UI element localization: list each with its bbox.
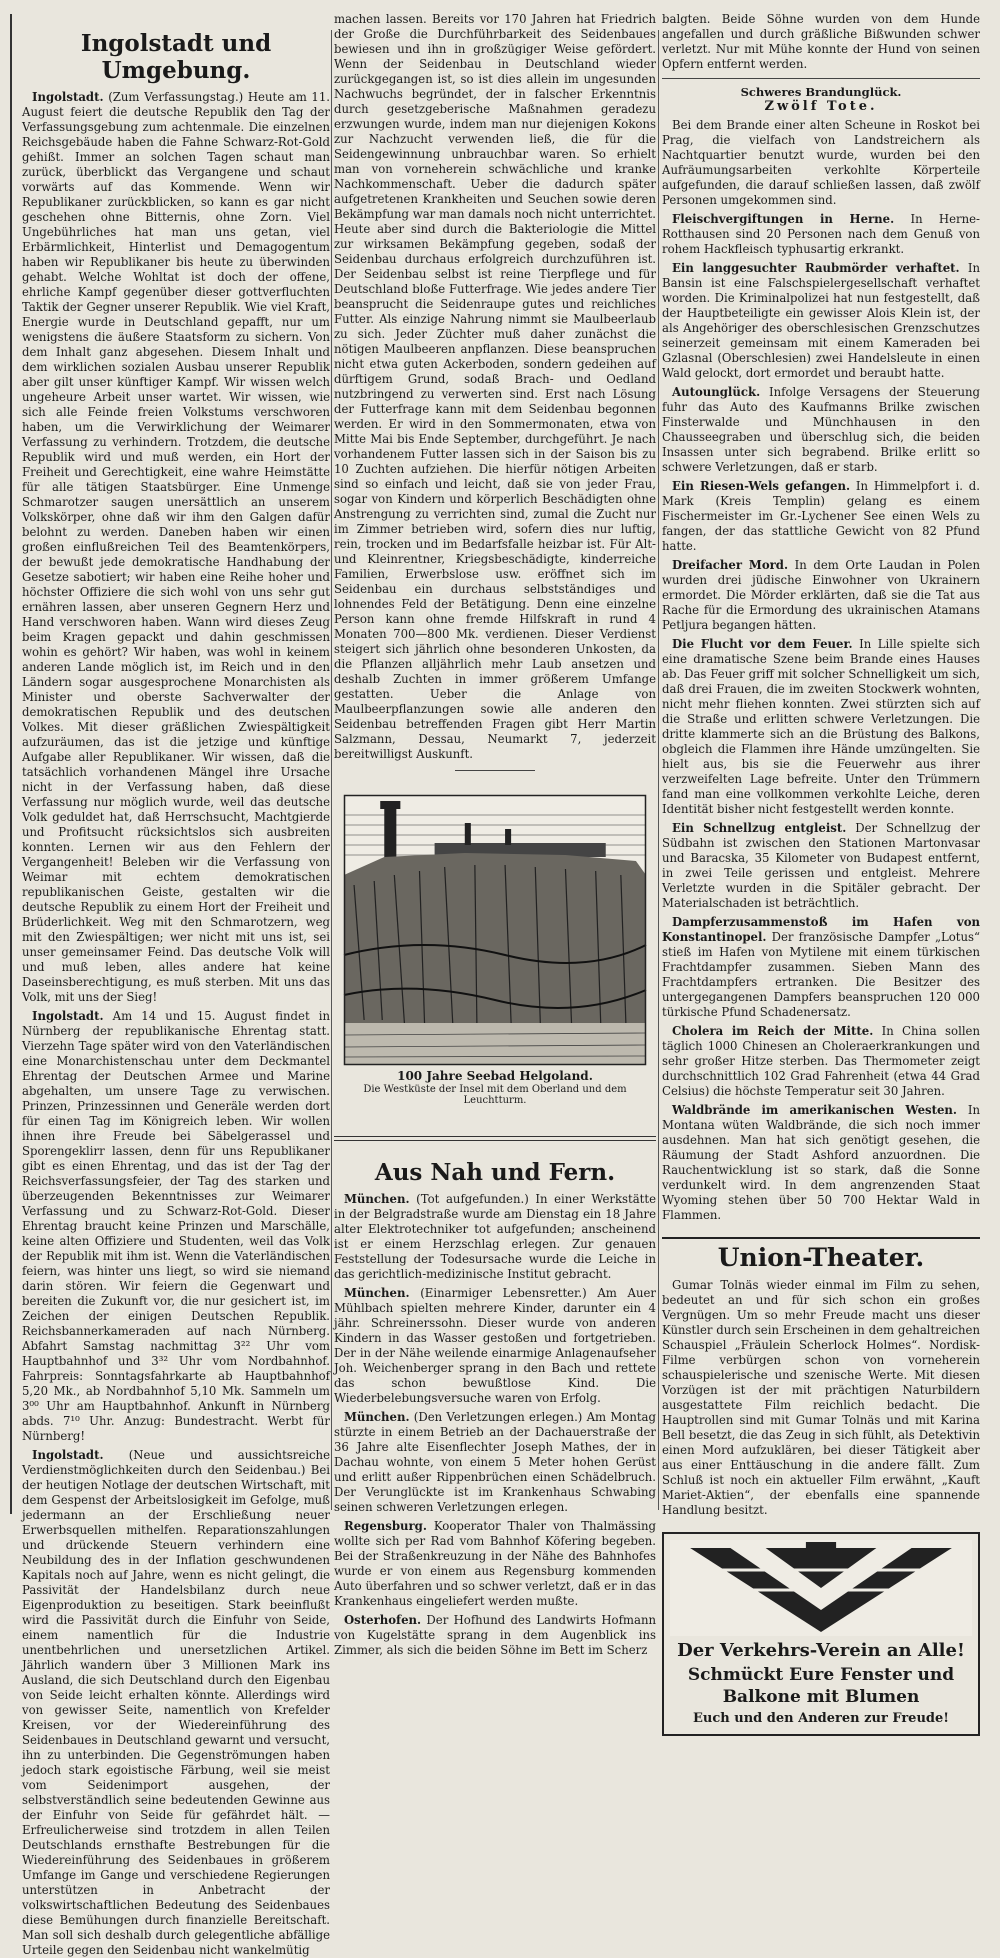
- dateline: Waldbrände im amerikanischen Westen.: [672, 1103, 957, 1117]
- article-seidenbau: Ingolstadt. (Neue und aussichtsreiche Verdienstmöglichkeiten durch den Seidenbau.) Bei der heutigen Notlage der deutschen Wirtschaft, mit dem Gespenst der Arbeitslosigkeit im Gefolge, muß jedermann an der Erschließung neuer Erwerbsquellen mithelfen. Reparationszahlungen und drückende Steuern verhindern eine Neubildung des in der Inflation geschwundenen Kapitals noch auf Jahre, wenn es nicht gelingt, die Passivität der Handelsbilanz durch neue Eigenproduktion zu beseitigen. Stark beeinflußt wird die Passivität durch die Einfuhr von Seide, einem namentlich für die Industrie unentbehrlichen und unersetzlichen Artikel. Jährlich wandern über 3 Millionen Mark ins Ausland, die sich Deutschland durch den Eigenbau von Seide leicht erhalten könnte. Allerdings wird von gewisser Seite, namentlich von Krefelder Kreisen, vor der Wiedereinführung des Seidenbaues in Deutschland gewarnt und versucht, ihn zu unterbinden. Die Gegenströmungen haben jedoch stark egoistische Färbung, weil sie meist vom Seidenimport ausgehen, der selbstverständlich seine bedeutenden Gewinne aus der Einfuhr von Seide für gefährdet hält. — Erfreulicherweise sind trotzdem in allen Teilen Deutschlands ernsthafte Bestrebungen für die Wiedereinführung des Seidenbaues in größerem Umfange im Gange und verschiedene Regierungen unterstützen in Anbetracht der volkswirtschaftlichen Bedeutung des Seidenbaues diese Bemühungen durch finanzielle Bereitschaft. Man soll sich deshalb durch gelegentliche abfällige Urteile gegen den Seidenbau nicht wankelmütig: [22, 1448, 330, 1957]
- dateline: Dampferzusammenstoß im Hafen von Konstantinopel.: [662, 915, 980, 944]
- news-item: Cholera im Reich der Mitte. In China sollen täglich 1000 Chinesen an Choleraerkrankungen und sehr großer Hitze sterben. Das Thermometer zeigt durchschnittlich 102 Grad Fahrenheit (etwa 44 Grad Celsius) die höchste Temperatur seit 30 Jahren.: [662, 1024, 980, 1098]
- news-item: Ein Schnellzug entgleist. Der Schnellzug der Südbahn ist zwischen den Stationen Martonvasar und Baracska, 35 Kilometer von Budapest entfernt, in zwei Teile gerissen und entgleist. Mehrere Verletzte wurden in die Spitäler gebracht. Der Materialschaden ist beträchtlich.: [662, 821, 980, 910]
- news-item: Die Flucht vor dem Feuer. In Lille spielte sich eine dramatische Szene beim Brande eines Hauses ab. Das Feuer griff mit solcher Schnelligkeit um sich, daß drei Frauen, die im zweiten Stockwerk wohnten, nicht mehr fliehen konnten. Zwei stürzten sich auf die Straße und erlitten schwere Verletzungen. Die dritte klammerte sich an die Brüstung des Balkons, obgleich die Flammen ihre Hände umzüngelten. Sie hielt aus, bis sie die Feuerwehr aus ihrer verzweifelten Lage befreite. Unter den Trümmern fand man eine vollkommen verkohlte Leiche, deren Identität bisher nicht festgestellt werden konnte.: [662, 637, 981, 816]
- column-1: [22, 12, 330, 1957]
- dateline: Ingolstadt.: [32, 90, 104, 104]
- news-item: München. (Einarmiger Lebensretter.) Am Auer Mühlbach spielten mehrere Kinder, darunter ein 4 jähr. Schreinerssohn. Dieser wurde von anderen Kindern in das Wasser gestoßen und fortgetrieben. Der in der Nähe weilende einarmige Anlagenaufseher Joh. Weichenberger sprang in den Bach und rettete das schon bewußtlose Kind. Die Wiederbelebungsversuche waren von Erfolg.: [334, 1286, 656, 1405]
- section-divider: [334, 1136, 656, 1141]
- dateline: Ein Riesen-Wels gefangen.: [672, 479, 851, 493]
- ad-headline: Der Verkehrs-Verein an Alle!: [677, 1640, 965, 1661]
- dateline: München.: [344, 1410, 410, 1424]
- dateline: Regensburg.: [344, 1519, 427, 1533]
- section-title-local: Ingolstadt und Umgebung.: [80, 30, 272, 84]
- dateline: Dreifacher Mord.: [672, 558, 789, 572]
- section-title-news: Aus Nah und Fern.: [374, 1159, 616, 1186]
- news-item: Dampferzusammenstoß im Hafen von Konstantinopel. Der französische Dampfer „Lotus“ stieß im Hafen von Mytilene mit einem türkischen Frachtdampfer zusammen. Sieben Mann des Frachtdampfers ertranken. Die Besitzer des untergegangenen Dampfers beanspruchen 120 000 türkische Pfund Schadenersatz.: [662, 915, 980, 1019]
- ad-tagline: Euch und den Anderen zur Freude!: [693, 1711, 949, 1726]
- illustration-subcaption: Die Westküste der Insel mit dem Oberland und dem Leuchtturm.: [363, 1084, 627, 1106]
- news-item: Osterhofen. Der Hofhund des Landwirts Hofmann von Kugelstätte sprang in dem Augenblick ins Zimmer, als sich die beiden Söhne im Bett im Scherz: [334, 1613, 657, 1657]
- dateline: Osterhofen.: [344, 1613, 422, 1627]
- news-item: Dreifacher Mord. In dem Orte Laudan in Polen wurden drei jüdische Einwohner von Ukrainern ermordet. Die Mörder erklärten, daß sie die Tat aus Rache für die Ermordung des ukrainischen Atamans Petljura begangen hätten.: [662, 558, 980, 632]
- cliff-lighthouse-engraving: [344, 795, 646, 1065]
- ad-line: Schmückt Eure Fenster und: [687, 1665, 955, 1685]
- dateline: Ein Schnellzug entgleist.: [672, 821, 847, 835]
- dateline: Ingolstadt.: [32, 1448, 104, 1462]
- column-2: [334, 12, 657, 1657]
- headline: Schweres Brandunglück.: [740, 85, 902, 99]
- dateline: Die Flucht vor dem Feuer.: [672, 637, 853, 651]
- dateline: Autounglück.: [672, 385, 761, 399]
- news-item: Autounglück. Infolge Versagens der Steuerung fuhr das Auto des Kaufmanns Brilke zwischen Finsterwalde und Münchhausen in den Chausseegraben und überschlug sich, die beiden Insassen unter sich begrabend. Brilke erlitt so schwere Verletzungen, daß er starb.: [662, 385, 980, 474]
- news-item: Regensburg. Kooperator Thaler von Thalmässing wollte sich per Rad vom Bahnhof Köfering begeben. Bei der Straßenkreuzung in der Nähe des Bahnhofes wurde er von einem aus Regensburg kommenden Auto überfahren und so schwer verletzt, daß er in das Krankenhaus eingeliefert werden mußte.: [334, 1519, 656, 1608]
- v-emblem-icon: [670, 1540, 972, 1636]
- binding-edge: [10, 14, 12, 1514]
- dateline: Ein langgesuchter Raubmörder verhaftet.: [672, 261, 960, 275]
- dateline: München.: [344, 1286, 410, 1300]
- column-rule: [331, 30, 332, 1510]
- theater-review: Gumar Tolnäs wieder einmal im Film zu sehen, bedeutet an und für sich schon ein großes Vergnügen. Um so mehr Freude macht uns dieser Künstler durch sein Erscheinen in dem gehaltreichen Schauspiel „Fräulein Scherlock Holmes“. Nordisk-Filme verbürgen schon von vorneherein schauspielerische und szenische Werte. Mit diesen Vorzügen ist der mit prächtigen Naturbildern ausgestattete Film reichlich bedacht. Die Hauptrollen sind mit Gumar Tolnäs und mit Karina Bell besetzt, die das Zeug in sich fühlt, als Detektivin einen Mord aufzuklären, bei dieser Tätigkeit aber aus einer Enttäuschung in die andere fällt. Zum Schluß ist noch ein aktueller Film erwähnt, „Kauft Mariet-Aktien“, der ebenfalls eine spannende Handlung besitzt.: [662, 1278, 980, 1517]
- union-theater-notice: [662, 1237, 980, 1518]
- dateline: Cholera im Reich der Mitte.: [672, 1024, 874, 1038]
- news-item: Bei dem Brande einer alten Scheune in Roskot bei Prag, die vielfach von Landstreichern als Nachtquartier benutzt wurde, wurden bei den Aufräumungsarbeiten verkohlte Körperteile aufgefunden, die darauf schließen lassen, daß zwölf Personen umgekommen sind.: [662, 118, 980, 207]
- ad-line: Balkone mit Blumen: [722, 1687, 920, 1707]
- divider: [455, 770, 535, 771]
- news-item: München. (Den Verletzungen erlegen.) Am Montag stürzte in einem Betrieb an der Dachauerstraße der 36 Jahre alte Eisenflechter Joseph Mathes, der in Dachau wohnte, von einem 5 Meter hohen Gerüst und erlitt außer Rippenbrüchen einen Schädelbruch. Der Verunglückte ist im Krankenhaus Schwabing seinen schweren Verletzungen erlegen.: [334, 1410, 656, 1514]
- news-item: München. (Tot aufgefunden.) In einer Werkstätte in der Belgradstraße wurde am Dienstag ein 18 Jahre alter Elektrotechniker tot aufgefunden; anscheinend ist er einem Herzschlag erlegen. Zur genauen Feststellung der Todesursache wurde die Leiche in das gerichtlich-medizinische Institut gebracht.: [334, 1192, 656, 1281]
- divider: [662, 78, 980, 79]
- news-item: Ein Riesen-Wels gefangen. In Himmelpfort i. d. Mark (Kreis Templin) gelang es einem Fischermeister im Gr.-Lychener See einen Wels zu fangen, der das stattliche Gewicht von 82 Pfund hatte.: [662, 479, 980, 553]
- article-seidenbau-continued: machen lassen. Bereits vor 170 Jahren hat Friedrich der Große die Durchführbarkeit des Seidenbaues bewiesen und ihn in großzügiger Weise gefördert. Wenn der Seidenbau in Deutschland wieder zurückgegangen ist, so ist dies allein im ungesunden Nachwuchs begründet, der in falscher Erkenntnis durch gesetzgeberische Maßnahmen geradezu erzwungen wurde, indem man nur diejenigen Kokons zur Nachzucht verwenden ließ, die für die Seidengewinnung unbrauchbar waren. So erhielt man von vorneherein schwächliche und kranke Nachkommenschaft. Ueber die dadurch später aufgetretenen Krankheiten und Seuchen sowie deren Bekämpfung war man damals noch nicht unterrichtet. Heute aber sind durch die Bakteriologie die Mittel zur wirksamen Bekämpfung gegeben, sodaß der Seidenbau durchaus erfolgreich durchzuführen ist. Der Seidenbau selbst ist reine Tierpflege und für Deutschland bloße Futterfrage. Wie jedes andere Tier beansprucht die Seidenraupe gutes und reichliches Futter. Als einzige Nahrung nimmt sie Maulbeerlaub zu sich. Jeder Züchter muß daher zunächst die nötigen Maulbeeren anpflanzen. Diese beanspruchen nicht etwa guten Ackerboden, sondern gedeihen auf dürftigem Grund, sodaß Brach- und Oedland nutzbringend zu verwerten sind. Erst nach Lösung der Futterfrage kann mit dem Seidenbau begonnen werden. Er wird in den Sommermonaten, etwa von Mitte Mai bis Ende September, durchgeführt. Je nach vorhandenem Futter lassen sich in der Saison bis zu 10 Zuchten aufziehen. Die hierfür nötigen Arbeiten sind so einfach und leicht, daß sie von jeder Frau, sogar von Kindern und körperlich Beschädigten ohne Anstrengung zu verrichten sind, zumal die Zucht nur im Zimmer betrieben wird, sofern dies nur luftig, rein, trocken und im Bedarfsfalle heizbar ist. Für Alt- und Kleinrentner, Kriegsbeschädigte, kinderreiche Familien, Erwerbslose usw. eröffnet sich im Seidenbau ein durchaus selbstständiges und lohnendes Feld der Betätigung. Denn eine einzelne Person kann ohne fremde Hilfskraft in rund 4 Monaten 700—800 Mk. verdienen. Dieser Verdienst steigert sich jährlich ohne besonderen Unkosten, da die Pflanzen alljährlich mehr Laub ansetzen und deshalb Zuchten in immer größerem Umfange gestatten. Ueber die Anlage von Maulbeerpflanzungen sowie alle anderen den Seidenbau betreffenden Fragen gibt Herr Martin Salzmann, Dessau, Neumarkt 7, jederzeit bereitwilligst Auskunft.: [334, 12, 656, 761]
- dateline: München.: [344, 1192, 410, 1206]
- news-item: Waldbrände im amerikanischen Westen. In Montana wüten Waldbrände, die sich noch immer ausdehnen. Man hat sich genötigt gesehen, die Räumung der Stadt Ashford anzuordnen. Die Rauchentwicklung ist so stark, daß die Sonne verdunkelt wird. In dem angrenzenden Staat Wyoming stehen über 50 700 Hektar Wald in Flammen.: [662, 1103, 980, 1222]
- verkehrsverein-logo: [670, 1540, 972, 1636]
- dateline: Fleischvergiftungen in Herne.: [672, 212, 895, 226]
- article-nuernberg-ehrentag: Ingolstadt. Am 14 und 15. August findet in Nürnberg der republikanische Ehrentag statt. Vierzehn Tage später wird von den Vaterländischen eine Monarchistenschau unter dem Deckmantel Ehrentag der Deutschen Armee und Marine abgehalten, um unsere Tage zu verwischen. Prinzen, Prinzessinnen und Generäle werden dort für einen Tag im Königreich leben. Wir wollen ihnen ihre Freude bei Säbelgerassel und Sporengeklirr lassen, denn für uns Republikaner gibt es einen Ehrentag, und das ist der Tag der Reichsverfassungsfeier, der Tag des starken und überzeugenden Bekenntnisses zur Weimarer Verfassung und zu Schwarz-Rot-Gold. Dieser Ehrentag braucht keine Prinzen und Marschälle, keine alten Offiziere und Studenten, weil das Volk der Republik mit ihm ist. Wenn die Vaterländischen feiern, was hinter uns liegt, so wird sie niemand darin stören. Wir feiern die Gegenwart und bereiten die Zukunft vor, die nur gesichert ist, im Zeichen der einigen Deutschen Republik. Reichsbannerkameraden auf nach Nürnberg. Abfahrt Samstag nachmittag 3²² Uhr vom Hauptbahnhof und 3³² Uhr vom Nordbahnhof. Fahrpreis: Sonntagsfahrkarte ab Hauptbahnhof 5,20 Mk., ab Nordbahnhof 5,10 Mk. Sammeln um 3⁰⁰ Uhr am Hauptbahnhof. Ankunft in Nürnberg abds. 7¹⁰ Uhr. Anzug: Bundestracht. Werbt für Nürnberg!: [22, 1009, 330, 1443]
- helgoland-illustration: [344, 795, 646, 1065]
- column-rule: [658, 30, 659, 1510]
- dateline: Ingolstadt.: [32, 1009, 104, 1023]
- news-item: Fleischvergiftungen in Herne. In Herne-Rotthausen sind 20 Personen nach dem Genuß von rohem Hackfleisch typhusartig erkrankt.: [662, 212, 981, 256]
- subheadline: Zwölf Tote.: [764, 99, 878, 114]
- article-verfassungstag: Ingolstadt. (Zum Verfassungstag.) Heute am 11. August feiert die deutsche Republik den Tag der Verfassungsgebung zum achtenmale. Die einzelnen Reichsgebäude haben die Fahne Schwarz-Rot-Gold gehißt. Immer an solchen Tagen schaut man zurück, überblickt das Vergangene und schaut vorwärts auf das Kommende. Wenn wir Republikaner zurückblicken, so kann es gar nicht geschehen ohne Bitternis, ohne Zorn. Viel Ungebührliches hat man uns getan, viel Erbärmlichkeit, Hinterlist und Demagogentum haben wir Republikaner bis heute zu überwinden gehabt. Welche Wohltat ist doch der offene, ehrliche Kampf gegenüber dieser gottverfluchten Taktik der Gegner unserer Republik. Wie viel Kraft, Energie wurde in Deutschland gepafft, nur um wenigstens die äußere Staatsform zu sichern. Von dem Inhalt ganz abgesehen. Diesem Inhalt und dem wirklichen sozialen Ausbau unserer Republik aber gilt unser künftiger Kampf. Wir wissen welch ungeheure Arbeit unser wartet. Wir wissen, wie sich alle Feinde freien Volkstums verschworen haben, um die Verwirklichung der Weimarer Verfassung zu verhindern. Trotzdem, die deutsche Republik wird und muß werden, ein Hort der Freiheit und Gerechtigkeit, eine wahre Heimstätte für alle tätigen Staatsbürger. Eine Unmenge Schmarotzer saugen unersättlich an unserem Volkskörper, ohne daß wir ihm den Galgen dafür belohnt zu werden. Daneben haben wir einen großen einflußreichen Teil des Beamtenkörpers, der bewußt jede demokratische Handhabung der Gesetze sabotiert; wir haben eine Reihe hoher und höchster Offiziere die sich wohl von uns sehr gut ernähren lassen, aber unseren Gegnern Herz und Hand verschworen haben. Wann wird dieses Zeug beim Kragen gepackt und dahin geschmissen wohin es gehört? Wir haben, was wohl in keinem anderen Lande möglich ist, im Reich und in den Ländern sogar ausgesprochene Monarchisten als Minister und oberste Sachverwalter der demokratischen Republik und des deutschen Volkes. Mit dieser gräßlichen Zwiespältigkeit aufzuräumen, das ist die jetzige und künftige Aufgabe aller Republikaner. Wir wissen, daß die tatsächlich vorhandenen Mängel ihre Ursache nicht in der Verfassung haben, daß diese Verfassung nur möglich wurde, weil das deutsche Volk geduldet hat, daß Herrschsucht, Machtgierde und Profitsucht rücksichtslos sich ausbreiten konnten. Lernen wir aus den Fehlern der Vergangenheit! Beleben wir die Verfassung von Weimar mit echtem demokratischen republikanischen Geiste, gestalten wir die deutsche Republik zu einem Hort der Freiheit und Brüderlichkeit. Weg mit den Schmarotzern, weg mit den Zwiespältigen; wer nicht mit uns ist, sei unser gemeinsamer Feind. Das deutsche Volk will und muß leben, alles andere hat keine Daseinsberechtigung, es muß sterben. Mit uns das Volk, mit uns der Sieg!: [22, 90, 330, 1004]
- news-item: Ein langgesuchter Raubmörder verhaftet. In Bansin ist eine Falschspielergesellschaft verhaftet worden. Die Kriminalpolizei hat nun festgestellt, daß der Hauptbeteiligte ein gewisser Alois Klein ist, der als Angehöriger des oberschlesischen Grenzschutzes seinerzeit gemeinsam mit einem Kameraden bei Gzlasnal (Oberschlesien) zwei Handelsleute in einen Wald gelockt, dort ermordet und beraubt hatte.: [662, 261, 980, 380]
- verkehrsverein-advertisement: [662, 1532, 980, 1736]
- column-3: [662, 12, 981, 1726]
- theater-title: Union-Theater.: [717, 1243, 925, 1272]
- illustration-caption: 100 Jahre Seebad Helgoland.: [397, 1069, 593, 1083]
- news-item-continued: balgten. Beide Söhne wurden von dem Hunde angefallen und durch gräßliche Bißwunden schwer verletzt. Nur mit Mühe konnte der Hund von seinen Opfern entfernt werden.: [662, 12, 980, 71]
